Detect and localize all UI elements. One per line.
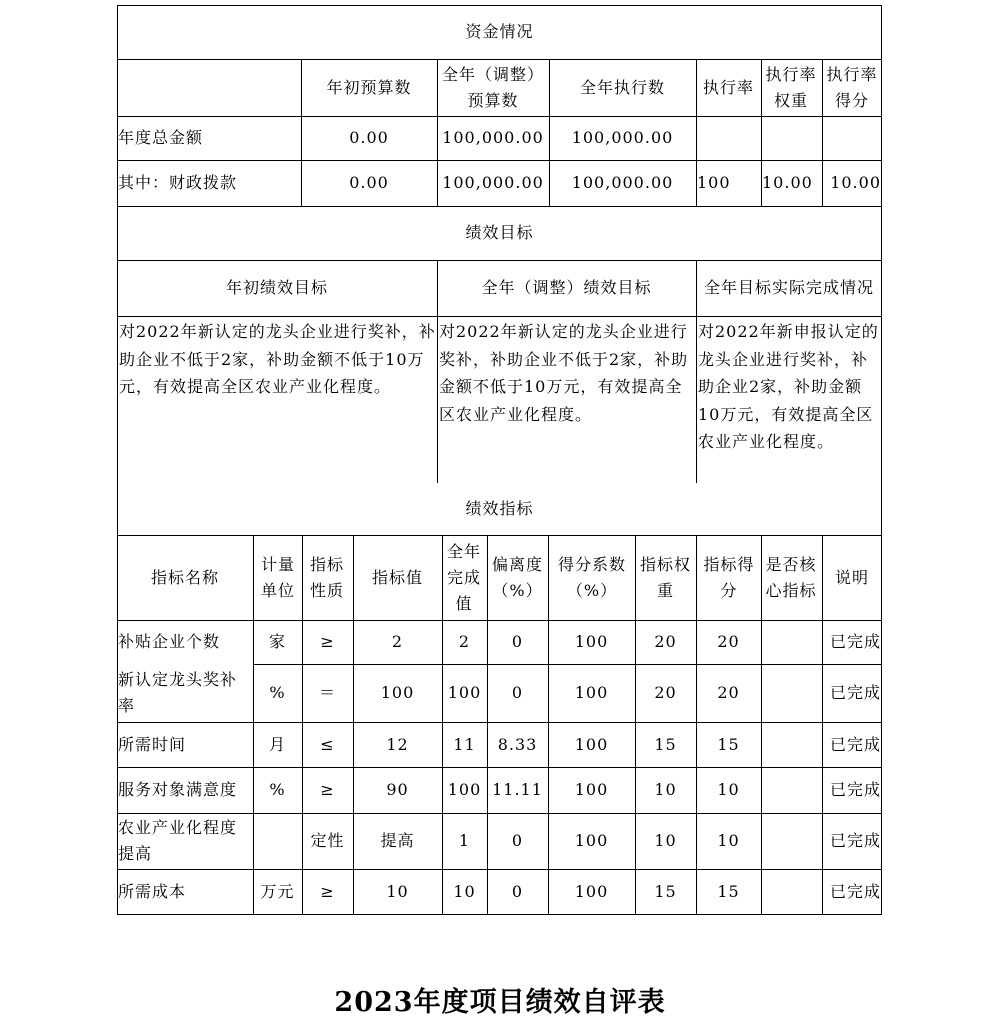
indicator-actual-cell: 11 <box>453 734 476 754</box>
indicator-weight-cell: 20 <box>654 632 677 651</box>
indicator-coef-cell: 100 <box>574 683 609 702</box>
goal-text-actual: 对2022年新申报认定的龙头企业进行奖补，补助企业2家，补助金额10万元，有效提高全区农业产业化程度。 <box>698 322 879 451</box>
funds-header-adjusted: 全年（调整）预算数 <box>442 64 545 110</box>
indicator-actual-cell: 1 <box>458 831 471 850</box>
indicator-nature-cell: ≤ <box>320 734 335 754</box>
indicator-score-cell: 20 <box>717 632 740 651</box>
indicator-note-cell: 已完成 <box>829 831 881 850</box>
indicator-deviation-cell: 0 <box>511 881 524 901</box>
indicator-target-cell: 10 <box>386 881 409 901</box>
goals-header-initial: 年初绩效目标 <box>225 278 328 297</box>
indicator-name-cell: 补贴企业个数 <box>118 632 221 651</box>
indicator-core-cell <box>761 722 822 767</box>
indicator-target-cell: 90 <box>386 780 409 799</box>
indicator-actual-cell: 2 <box>458 632 471 651</box>
indicator-target-cell: 2 <box>391 632 404 651</box>
indicator-actual-cell: 10 <box>453 881 476 901</box>
indicator-unit-cell: 家 <box>268 632 286 651</box>
ind-header-name: 指标名称 <box>150 567 219 587</box>
indicator-note-cell: 已完成 <box>829 780 881 799</box>
indicator-core-cell <box>761 869 822 914</box>
indicator-nature-cell: ＝ <box>318 683 336 702</box>
indicator-weight-cell: 20 <box>654 683 677 702</box>
indicator-weight-cell: 10 <box>654 831 677 850</box>
funds-header-score: 执行率得分 <box>826 64 878 110</box>
ind-header-note: 说明 <box>834 567 869 587</box>
performance-table <box>117 5 882 915</box>
funds-row-executed: 100,000.00 <box>571 173 674 192</box>
indicator-weight-cell: 15 <box>654 734 677 754</box>
indicator-nature-cell: ≥ <box>320 881 335 901</box>
goal-text-initial: 对2022年新认定的龙头企业进行奖补，补助企业不低于2家，补助金额不低于10万元，有效提高全区农业产业化程度。 <box>119 322 436 396</box>
indicator-deviation-cell: 8.33 <box>497 734 538 754</box>
indicator-unit-cell: % <box>269 683 286 702</box>
indicator-deviation-cell: 11.11 <box>492 780 543 799</box>
indicator-deviation-cell: 0 <box>511 683 524 702</box>
funds-row-adjusted: 100,000.00 <box>442 173 544 192</box>
indicator-note-cell: 已完成 <box>829 632 881 651</box>
ind-header-unit: 计量单位 <box>260 554 295 600</box>
indicator-coef-cell: 100 <box>574 881 609 901</box>
goals-section-title: 绩效目标 <box>465 223 534 242</box>
indicator-core-cell <box>761 664 822 722</box>
funds-header-rate: 执行率 <box>702 77 754 97</box>
ind-header-target: 指标值 <box>371 567 423 587</box>
indicator-coef-cell: 100 <box>574 780 609 799</box>
indicator-name-cell: 服务对象满意度 <box>118 780 238 799</box>
indicator-name-cell: 新认定龙头奖补率 <box>118 670 238 715</box>
goals-header-actual: 全年目标实际完成情况 <box>703 278 874 297</box>
indicator-unit-cell: 万元 <box>260 881 295 901</box>
indicator-note-cell: 已完成 <box>829 881 881 901</box>
funds-header-weight: 执行率权重 <box>765 64 817 110</box>
indicator-coef-cell: 100 <box>574 734 609 754</box>
funds-header-executed: 全年执行数 <box>579 77 665 97</box>
funds-row-score <box>822 116 882 160</box>
funds-section-title: 资金情况 <box>465 22 534 41</box>
indicators-section-title: 绩效指标 <box>465 499 534 518</box>
ind-header-core: 是否核心指标 <box>765 554 817 600</box>
indicator-nature-cell: ≥ <box>320 780 335 799</box>
indicator-coef-cell: 100 <box>574 831 609 850</box>
indicator-score-cell: 10 <box>717 780 740 799</box>
page-title: 2023年度项目绩效自评表 <box>334 987 666 1018</box>
funds-row-rate <box>696 116 761 160</box>
ind-header-deviation: 偏离度（%） <box>491 554 543 600</box>
funds-row-executed: 100,000.00 <box>571 128 674 147</box>
indicator-name-cell: 农业产业化程度提高 <box>118 818 238 863</box>
indicator-unit-cell <box>253 813 302 869</box>
indicator-score-cell: 15 <box>717 734 740 754</box>
goal-text-adjusted: 对2022年新认定的龙头企业进行奖补，补助企业不低于2家，补助金额不低于10万元，有效提高全区农业产业化程度。 <box>439 322 689 424</box>
ind-header-nature: 指标性质 <box>309 554 344 600</box>
funds-row-label: 年度总金额 <box>118 128 204 147</box>
indicator-score-cell: 10 <box>717 831 740 850</box>
indicator-core-cell <box>761 813 822 869</box>
indicator-score-cell: 15 <box>717 881 740 901</box>
ind-header-actual: 全年完成值 <box>446 541 481 613</box>
ind-header-weight: 指标权重 <box>639 554 691 600</box>
indicator-actual-cell: 100 <box>447 683 482 702</box>
funds-row-initial: 0.00 <box>349 173 389 192</box>
funds-row-label: 其中：财政拨款 <box>118 173 238 192</box>
indicator-note-cell: 已完成 <box>829 683 881 702</box>
indicator-score-cell: 20 <box>717 683 740 702</box>
indicator-unit-cell: 月 <box>268 734 286 754</box>
indicator-note-cell: 已完成 <box>829 734 881 754</box>
funds-row-adjusted: 100,000.00 <box>442 128 544 147</box>
funds-header-initial: 年初预算数 <box>326 77 412 97</box>
indicator-deviation-cell: 0 <box>511 831 524 850</box>
indicator-actual-cell: 100 <box>447 780 482 799</box>
indicator-name-cell: 所需时间 <box>118 734 187 754</box>
funds-row-rate: 100 <box>697 173 731 192</box>
ind-header-coef: 得分系数（%） <box>557 554 626 600</box>
indicator-weight-cell: 10 <box>654 780 677 799</box>
ind-header-score: 指标得分 <box>703 554 755 600</box>
indicator-nature-cell: ≥ <box>320 632 335 651</box>
indicator-core-cell <box>761 620 822 664</box>
funds-row-initial: 0.00 <box>349 128 389 147</box>
goals-header-adjusted: 全年（调整）绩效目标 <box>481 278 652 297</box>
indicator-unit-cell: % <box>269 780 286 799</box>
indicator-target-cell: 提高 <box>380 831 415 850</box>
funds-row-weight <box>761 116 822 160</box>
indicator-weight-cell: 15 <box>654 881 677 901</box>
indicator-deviation-cell: 0 <box>511 632 524 651</box>
indicator-name-cell: 所需成本 <box>118 881 187 901</box>
indicator-target-cell: 12 <box>386 734 409 754</box>
funds-row-score: 10.00 <box>830 173 881 192</box>
indicator-target-cell: 100 <box>380 683 415 702</box>
indicator-core-cell <box>761 767 822 813</box>
indicator-nature-cell: 定性 <box>310 831 345 850</box>
indicator-coef-cell: 100 <box>574 632 609 651</box>
funds-row-weight: 10.00 <box>762 173 813 192</box>
